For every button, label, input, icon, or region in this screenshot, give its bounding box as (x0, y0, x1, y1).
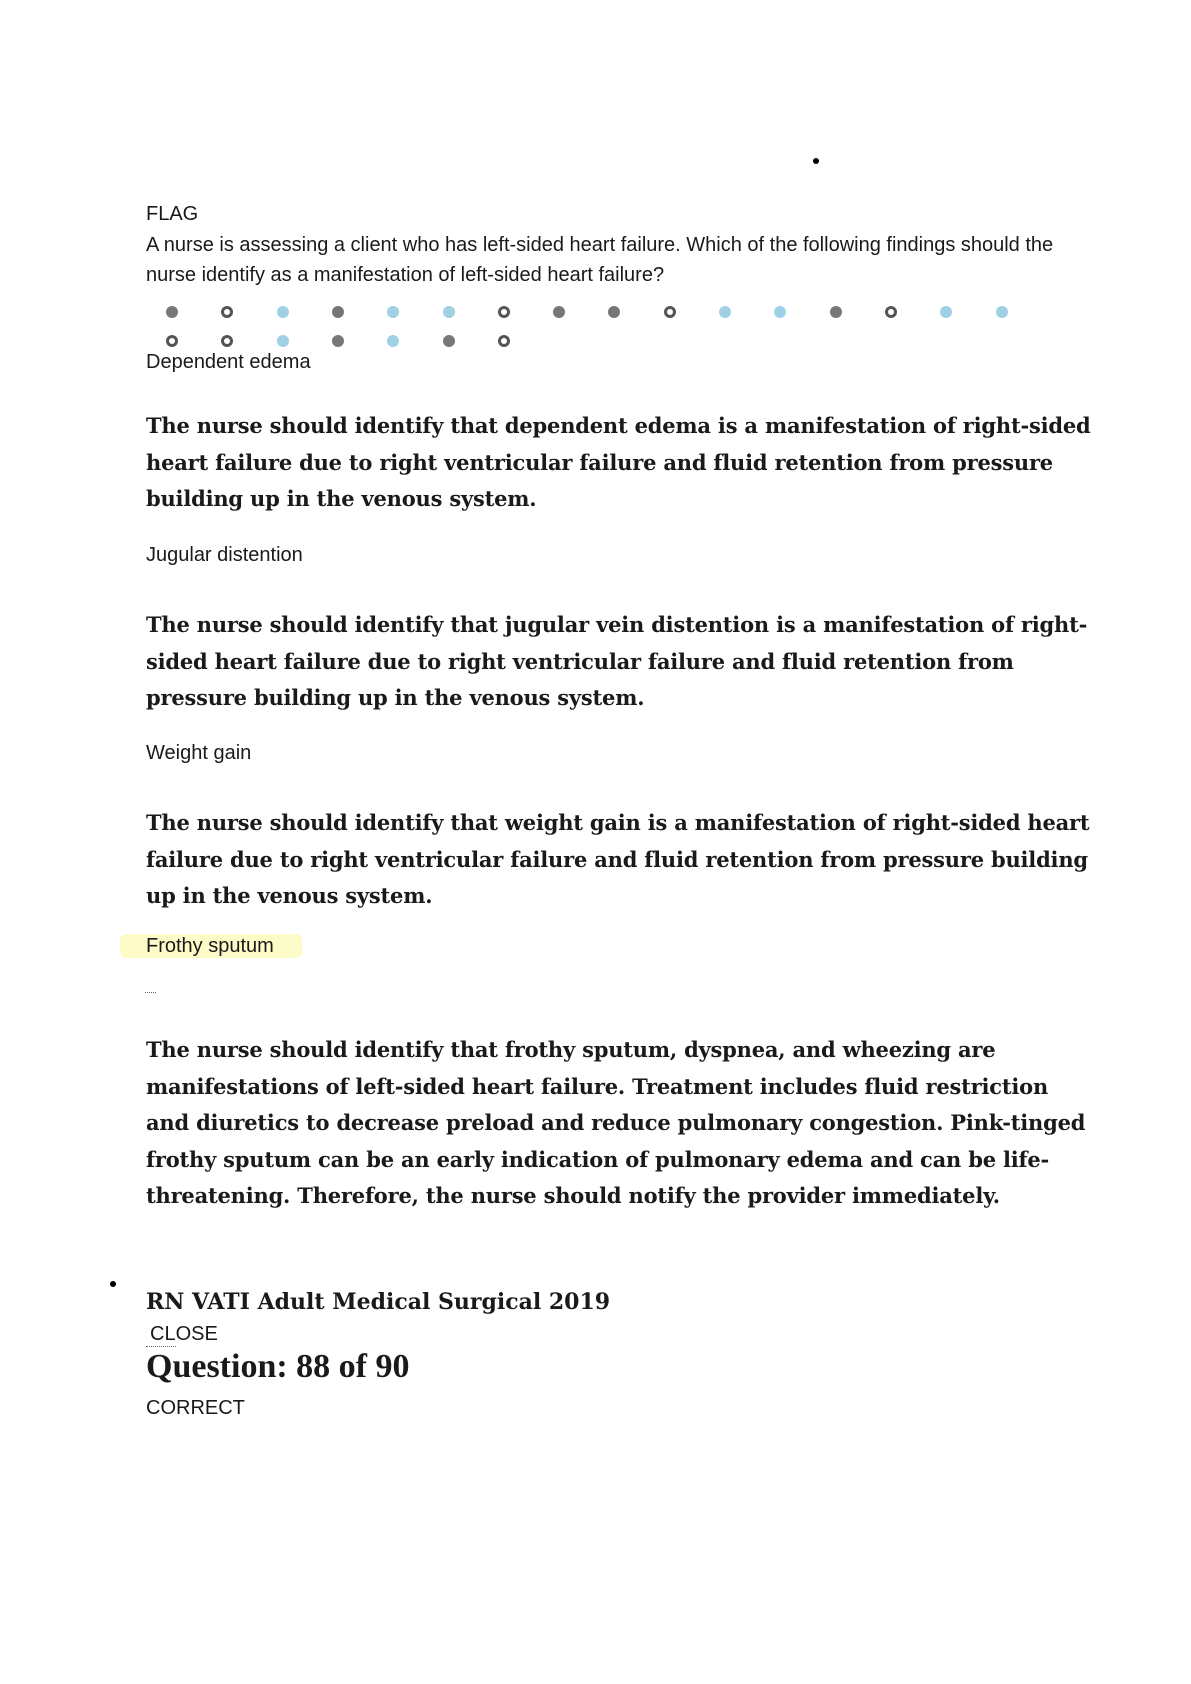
flag-button[interactable]: FLAG (146, 203, 199, 225)
option-frothy-sputum[interactable]: Frothy sputum (146, 935, 274, 957)
bullet-top (813, 158, 819, 164)
progress-dot[interactable] (387, 335, 399, 347)
status-label: CORRECT (146, 1397, 245, 1419)
rationale-jugular-distention: The nurse should identify that jugular vein distention is a manifestation of right-sided heart failure due to right ventricular failure and fluid retention from pressure building up in the venous system. (146, 612, 1088, 710)
progress-dot[interactable] (885, 306, 897, 318)
progress-dot[interactable] (387, 306, 399, 318)
progress-dot[interactable] (443, 335, 455, 347)
progress-dot[interactable] (830, 306, 842, 318)
close-button[interactable]: CLOSE (150, 1323, 218, 1345)
progress-dot[interactable] (166, 306, 178, 318)
progress-dot[interactable] (166, 335, 178, 347)
option-jugular-distention[interactable]: Jugular distention (146, 544, 303, 566)
question-text: A nurse is assessing a client who has left-sided heart failure. Which of the following findings should the nurse identify as a manifestation of left-sided heart failure? (146, 234, 1054, 286)
option-weight-gain[interactable]: Weight gain (146, 742, 252, 764)
progress-dot[interactable] (277, 306, 289, 318)
progress-dot[interactable] (608, 306, 620, 318)
course-title: RN VATI Adult Medical Surgical 2019 (146, 1289, 611, 1315)
question-counter: Question: 88 of 90 (146, 1348, 410, 1385)
progress-dot[interactable] (553, 306, 565, 318)
progress-dot[interactable] (221, 335, 233, 347)
option-dependent-edema[interactable]: Dependent edema (146, 351, 311, 373)
progress-dot[interactable] (277, 335, 289, 347)
rationale-frothy-sputum: The nurse should identify that frothy sputum, dyspnea, and wheezing are manifestations of left-sided heart failure. Treatment includes fluid restriction and diuretics to decrease preload and reduce pulmonary congestion. Pink-tinged frothy sputum can be an early indication of pulmonary edema and can be life-threatening. Therefore, the nurse should notify the provider immediately. (146, 1037, 1086, 1208)
rationale-dependent-edema: The nurse should identify that dependent edema is a manifestation of right-sided heart failure due to right ventricular failure and fluid retention from pressure building up in the venous system. (146, 413, 1091, 511)
progress-dot[interactable] (664, 306, 676, 318)
progress-dot[interactable] (719, 306, 731, 318)
progress-dot[interactable] (443, 306, 455, 318)
progress-dot[interactable] (332, 306, 344, 318)
answer-marker (145, 992, 156, 994)
progress-dot[interactable] (221, 306, 233, 318)
progress-dot[interactable] (332, 335, 344, 347)
progress-dot[interactable] (996, 306, 1008, 318)
progress-dot[interactable] (774, 306, 786, 318)
rationale-weight-gain: The nurse should identify that weight gain is a manifestation of right-sided heart failure due to right ventricular failure and fluid retention from pressure building up in the venous system. (146, 810, 1090, 908)
progress-dot[interactable] (498, 335, 510, 347)
bullet-bottom (110, 1281, 116, 1287)
progress-dot[interactable] (498, 306, 510, 318)
progress-dot[interactable] (940, 306, 952, 318)
